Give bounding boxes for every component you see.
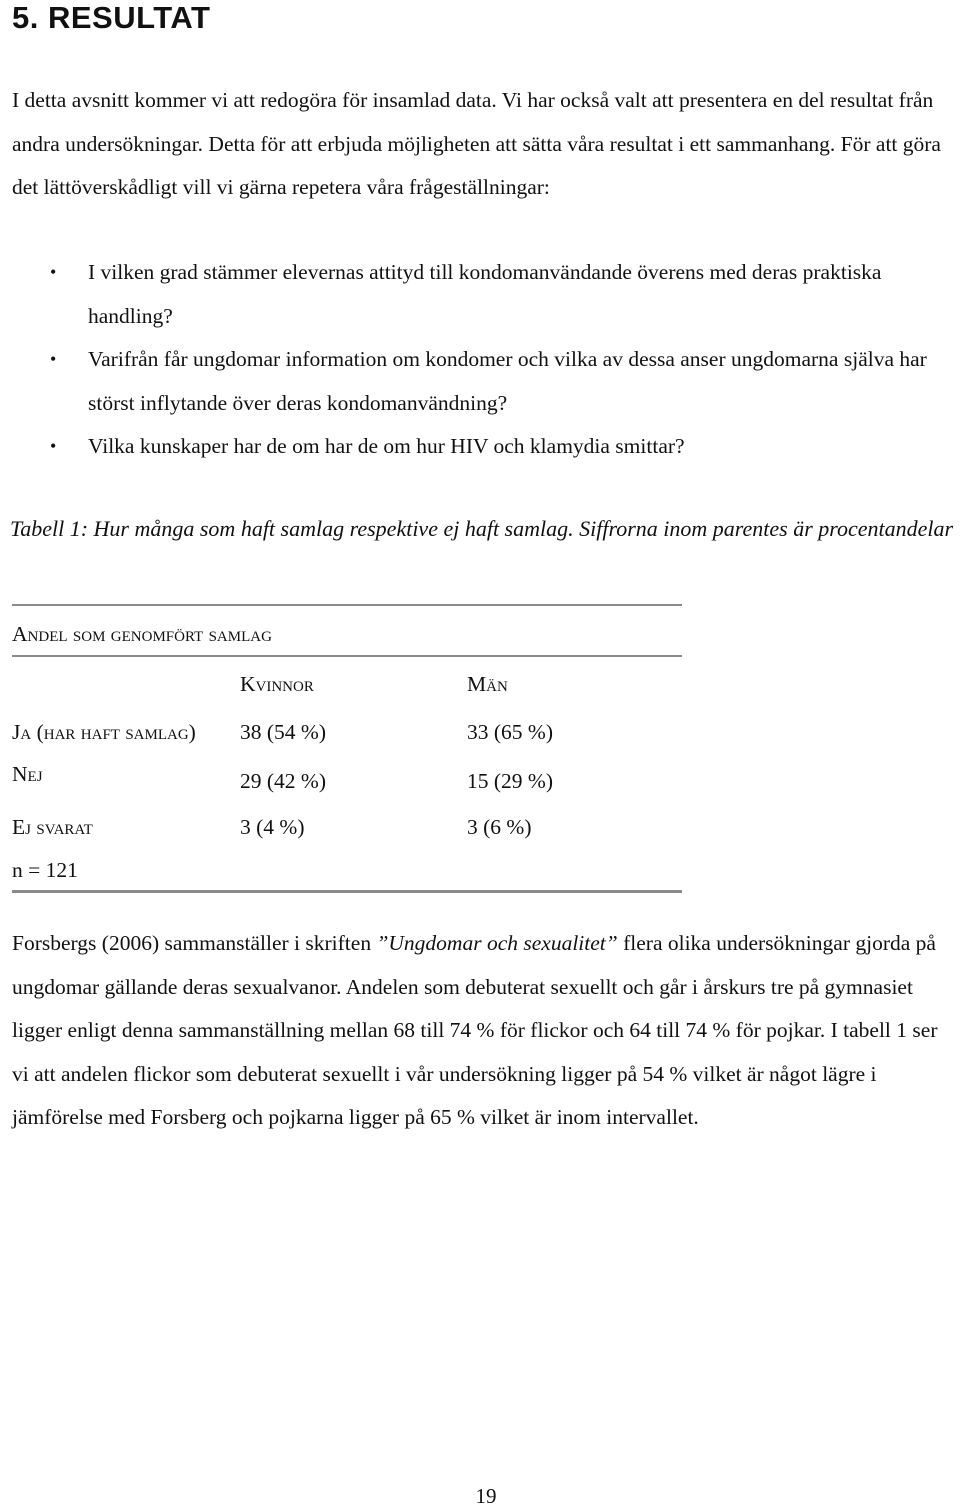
book-title: ”Ungdomar och sexualitet” [376, 931, 618, 955]
column-header-women: Kvinnor [240, 672, 314, 696]
intro-paragraph: I detta avsnitt kommer vi att redogöra för insamlad data. Vi har också valt att presentera en del resultat från andra undersökningar. Detta för att erbjuda möjligheten att sätta våra resultat i ett sammanhang. För att göra det lättöverskådligt vill vi gärna repetera våra frågeställningar: [12, 88, 941, 199]
table-caption: Tabell 1: Hur många som haft samlag respektive ej haft samlag. Siffrorna inom parentes är procentandelar [10, 516, 954, 541]
row-label-yes: Ja (har haft samlag) [12, 720, 196, 744]
page-number: 19 [475, 1484, 497, 1508]
question-text: Varifrån får ungdomar information om kondomer och vilka av dessa anser ungdomarna själva har störst inflytande över deras kondomanvändning? [88, 347, 927, 415]
cell-no-women: 29 (42 %) [240, 769, 326, 793]
table-heading: Andel som genomfört samlag [12, 622, 272, 646]
row-label-no-answer: Ej svarat [12, 815, 93, 839]
list-item [0, 425, 948, 469]
results-paragraph [12, 922, 958, 1140]
paragraph-text-end: flera olika undersökningar gjorda på ungdomar gällande deras sexualvanor. Andelen som debuterat sexuellt och går i årskurs tre på gymnasiet ligger enligt denna sammanställning mellan 68 till 74 % för flickor och 64 till 74 % för pojkar. I tabell 1 ser vi att andelen flickor som debuterat sexuellt i vår undersökning ligger på 54 % vilket är något lägre i jämförelse med Forsberg och pojkarna ligger på 65 % vilket är inom intervallet. [12, 931, 938, 1129]
question-text: I vilken grad stämmer elevernas attityd till kondomanvändande överens med deras praktiska handling? [88, 260, 882, 328]
cell-yes-men: 33 (65 %) [467, 720, 553, 744]
bullet-icon: • [50, 436, 57, 456]
list-item [0, 251, 948, 338]
cell-no-men: 15 (29 %) [467, 769, 553, 793]
list-item [0, 338, 948, 425]
table-top-rule [12, 604, 682, 606]
cell-no-answer-men: 3 (6 %) [467, 815, 532, 839]
question-text: Vilka kunskaper har de om har de om hur HIV och klamydia smittar? [88, 434, 685, 458]
research-questions-list [0, 251, 960, 469]
bullet-icon: • [50, 262, 57, 282]
bullet-icon: • [50, 349, 57, 369]
table-header-rule [12, 655, 682, 657]
sample-size-note: n = 121 [12, 858, 78, 882]
table-bottom-rule [12, 890, 682, 893]
column-header-men: Män [467, 672, 508, 696]
cell-yes-women: 38 (54 %) [240, 720, 326, 744]
paragraph-text-start: Forsbergs (2006) sammanställer i skriften [12, 931, 377, 955]
section-title: 5. RESULTAT [12, 0, 211, 35]
cell-no-answer-women: 3 (4 %) [240, 815, 305, 839]
row-label-no: Nej [12, 762, 43, 786]
